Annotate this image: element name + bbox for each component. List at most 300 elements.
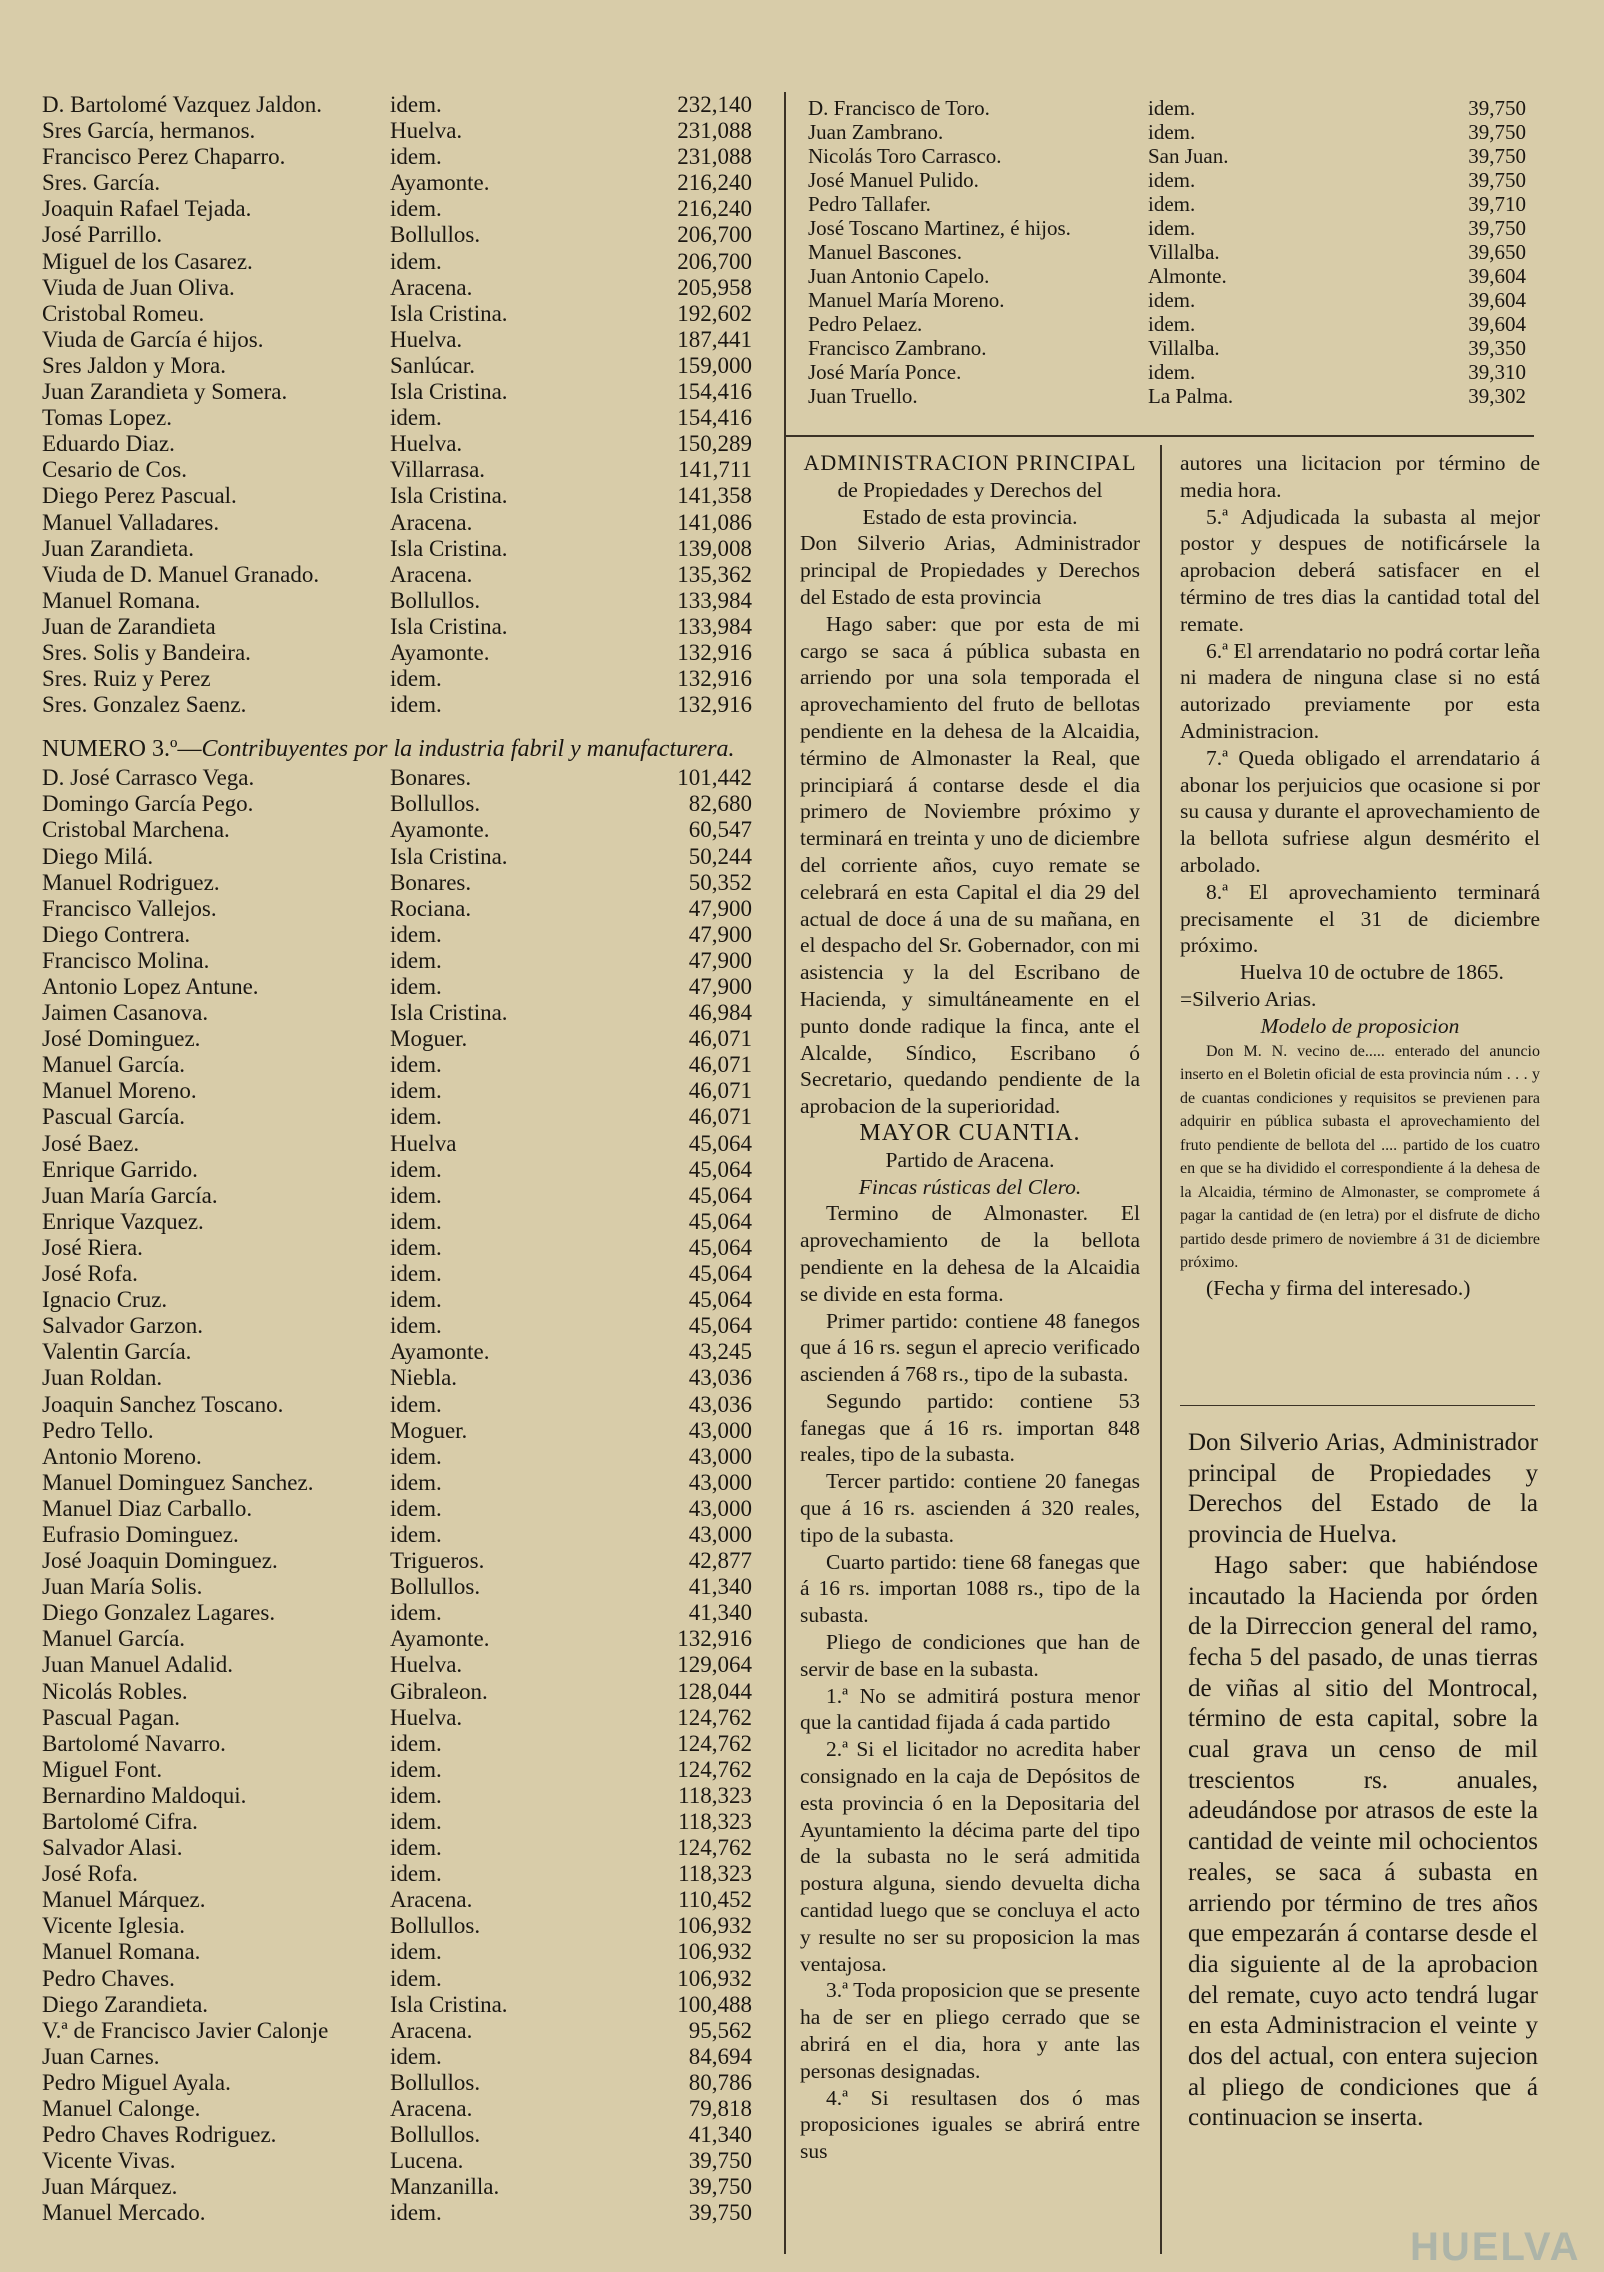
list-item	[808, 120, 1533, 144]
list-item	[42, 1809, 762, 1835]
list-item	[42, 1261, 762, 1287]
contributor-name: Cristobal Marchena.	[42, 817, 230, 843]
section-3-number: NUMERO 3.º—	[42, 736, 202, 763]
list-item	[42, 1966, 762, 1992]
contributor-place: Villarrasa.	[390, 457, 486, 483]
contributor-amount: 192,602	[677, 300, 752, 326]
partido-heading: Partido de Aracena.	[885, 1147, 1055, 1172]
condition: 5.ª Adjudicada la subasta al mejor postor y despues de notificársele la aprobacion deberá satisfacer en el término de tres dias la cantidad total del remate.	[1180, 504, 1540, 636]
contributor-name: Juan Truello.	[808, 384, 918, 408]
contributor-amount: 39,750	[1468, 216, 1526, 240]
contributor-name: Viuda de Juan Oliva.	[42, 274, 235, 300]
contributor-name: Diego Gonzalez Lagares.	[42, 1600, 276, 1626]
contributor-name: Manuel Dominguez Sanchez.	[42, 1469, 314, 1495]
contributor-amount: 124,762	[677, 1835, 752, 1861]
contributor-place: idem.	[390, 1313, 442, 1339]
list-item	[42, 196, 762, 222]
list-item	[808, 360, 1533, 384]
list-item	[42, 2148, 762, 2174]
contributor-amount: 43,036	[688, 1365, 752, 1391]
contributor-place: Villalba.	[1148, 336, 1220, 360]
contributor-name: Juan Zarandieta.	[42, 535, 194, 561]
contributor-amount: 39,350	[1468, 336, 1526, 360]
list-item	[42, 1287, 762, 1313]
contributor-place: idem.	[390, 144, 442, 170]
list-item	[42, 222, 762, 248]
contributor-place: idem.	[390, 1443, 442, 1469]
contributor-amount: 106,932	[677, 1939, 752, 1965]
list-item	[42, 974, 762, 1000]
contributor-name: Pedro Miguel Ayala.	[42, 2069, 231, 2095]
contributor-name: Manuel Moreno.	[42, 1078, 197, 1104]
notice-paragraph: Hago saber: que por esta de mi cargo se saca á pública subasta en arriendo por una sola temporada el aprovechamiento del fruto de bellotas pendiente en la dehesa de la Alcaidia, término de Almonaster la Real, que principiará á contarse desde el dia primero de Noviembre próximo y terminará en treinta y uno de diciembre del corriente años, cuyo remate se celebrará en esta Capital el dia 29 del actual de doce á una de su mañana, en el despacho del Sr. Gobernador, con mi asistencia y la del Escribano de Hacienda, y simultáneamente en el punto donde radique la finca, ante el Alcalde, Síndico, Escribano ó Secretario, quedando pendiente de la aprobacion de la superioridad.	[800, 611, 1140, 1119]
list-item	[808, 288, 1533, 312]
list-item	[42, 640, 762, 666]
notice-paragraph: Pliego de condiciones que han de servir de base en la subasta.	[800, 1630, 1140, 1681]
contributor-name: Pedro Pelaez.	[808, 312, 923, 336]
contributor-place: idem.	[390, 921, 442, 947]
contributor-place: idem.	[390, 1495, 442, 1521]
list-item	[808, 384, 1533, 408]
contributor-name: Juan Márquez.	[42, 2174, 178, 2200]
list-item	[42, 1757, 762, 1783]
contributor-name: Sres. García.	[42, 170, 161, 196]
contributor-place: idem.	[390, 974, 442, 999]
list-item	[42, 1104, 762, 1130]
contributor-name: Miguel Font.	[42, 1756, 163, 1782]
contributor-name: Manuel Valladares.	[42, 509, 220, 535]
contributor-name: Viuda de D. Manuel Granado.	[42, 561, 320, 587]
contributor-name: Juan de Zarandieta	[42, 613, 216, 639]
contributor-name: José Parrillo.	[42, 222, 163, 248]
contributor-place: idem.	[390, 1078, 442, 1104]
contributor-place: idem.	[390, 1835, 442, 1861]
contributor-amount: 231,088	[677, 118, 752, 144]
contributor-amount: 43,036	[688, 1391, 752, 1417]
contributor-amount: 46,071	[688, 1026, 752, 1052]
contributor-place: Isla Cristina.	[390, 535, 508, 561]
contributor-amount: 110,452	[678, 1887, 752, 1913]
contributor-name: Vicente Iglesia.	[42, 1913, 185, 1939]
contributors-list-left	[42, 92, 762, 2227]
contributor-amount: 39,604	[1468, 312, 1526, 336]
contributor-amount: 45,064	[688, 1261, 752, 1287]
condition: 8.ª El aprovechamiento terminará precisamente el 31 de diciembre próximo.	[1180, 879, 1540, 958]
list-item	[42, 666, 762, 692]
list-item	[42, 2070, 762, 2096]
contributor-amount: 39,750	[1468, 120, 1526, 144]
contributor-amount: 41,340	[688, 1600, 752, 1626]
contributor-name: V.ª de Francisco Javier Calonje	[42, 2017, 329, 2043]
auction-notice-continued	[1180, 450, 1540, 1301]
contributor-place: idem.	[390, 1104, 442, 1130]
contributor-amount: 79,818	[688, 2096, 752, 2122]
list-item	[42, 249, 762, 275]
contributor-amount: 82,680	[688, 791, 752, 817]
contributor-name: Bernardino Maldoqui.	[42, 1782, 247, 1808]
contributor-amount: 124,762	[677, 1704, 752, 1730]
contributor-name: Miguel de los Casarez.	[42, 248, 253, 274]
contributor-place: Sanlúcar.	[390, 352, 475, 378]
contributor-name: Manuel Rodriguez.	[42, 869, 220, 895]
list-item	[808, 312, 1533, 336]
contributor-place: idem.	[390, 692, 442, 718]
contributor-place: Almonte.	[1148, 264, 1227, 288]
list-item	[42, 1835, 762, 1861]
contributor-place: idem.	[390, 1287, 442, 1313]
contributor-amount: 187,441	[677, 326, 752, 352]
list-item	[42, 170, 762, 196]
contributor-name: Francisco Vallejos.	[42, 895, 217, 921]
contributor-name: Enrique Garrido.	[42, 1156, 198, 1182]
contributor-amount: 45,064	[688, 1313, 752, 1339]
contributor-name: Bartolomé Cifra.	[42, 1809, 198, 1834]
contributor-name: Juan Carnes.	[42, 2043, 160, 2069]
contributor-place: idem.	[390, 1469, 442, 1495]
condition: autores una licitacion por término de media hora.	[1180, 451, 1540, 502]
condition: 6.ª El arrendatario no podrá cortar leña ni madera de ninguna clase si no está autorizado previamente por esta Administracion.	[1180, 638, 1540, 743]
contributor-amount: 43,000	[688, 1495, 752, 1521]
column-divider	[784, 92, 786, 2254]
notice-paragraph: Termino de Almonaster. El aprovechamiento de la bellota pendiente en la dehesa de la Alcaidia se divide en esta forma.	[800, 1201, 1140, 1306]
contributor-name: José Dominguez.	[42, 1026, 201, 1052]
notice-paragraph: Primer partido: contiene 48 fanegos que á 16 rs. segun el aprecio verificado ascienden á 768 rs., tipo de la subasta.	[800, 1308, 1140, 1387]
contributor-amount: 47,900	[688, 921, 752, 947]
contributor-name: Antonio Moreno.	[42, 1443, 202, 1469]
contributor-place: Moguer.	[390, 1417, 468, 1443]
list-item	[42, 1522, 762, 1548]
contributor-place: idem.	[390, 248, 442, 274]
list-item	[42, 562, 762, 588]
contributor-amount: 39,710	[1468, 192, 1526, 216]
contributor-name: Pedro Tallafer.	[808, 192, 931, 216]
contributor-amount: 39,604	[1468, 288, 1526, 312]
model-signature-note: (Fecha y firma del interesado.)	[1206, 1275, 1471, 1300]
contributor-name: D. Bartolomé Vazquez Jaldon.	[42, 92, 322, 117]
contributor-amount: 133,984	[677, 613, 752, 639]
contributor-amount: 118,323	[678, 1861, 752, 1887]
contributor-place: idem.	[390, 1391, 442, 1417]
contributor-place: idem.	[1148, 360, 1196, 384]
contributor-name: José Rofa.	[42, 1861, 138, 1887]
contributor-place: idem.	[390, 1730, 442, 1756]
contributor-place: Aracena.	[390, 561, 473, 587]
contributors-group-top	[42, 92, 762, 718]
list-item	[42, 431, 762, 457]
contributor-name: Manuel Bascones.	[808, 240, 962, 264]
horizontal-divider	[786, 435, 1534, 437]
contributor-place: Bollullos.	[390, 1574, 481, 1600]
contributor-place: idem.	[1148, 120, 1196, 144]
contributor-name: Manuel Márquez.	[42, 1887, 206, 1913]
contributor-name: Manuel Calonge.	[42, 2096, 201, 2122]
contributor-place: idem.	[1148, 288, 1196, 312]
archive-stamp: HUELVA	[1410, 2225, 1581, 2269]
condition: 1.ª No se admitirá postura menor que la cantidad fijada á cada partido	[800, 1683, 1140, 1735]
contributor-place: La Palma.	[1148, 384, 1234, 408]
contributor-name: Antonio Lopez Antune.	[42, 974, 259, 999]
contributor-amount: 132,916	[677, 692, 752, 718]
contributor-amount: 39,604	[1468, 264, 1526, 288]
contributor-amount: 150,289	[677, 431, 752, 457]
contributor-name: Juan Antonio Capelo.	[808, 264, 990, 288]
contributor-place: Bollullos.	[390, 1913, 481, 1939]
list-item	[42, 1392, 762, 1418]
contributor-place: Isla Cristina.	[390, 300, 508, 326]
contributor-place: idem.	[390, 2043, 442, 2069]
contributor-place: Bollullos.	[390, 222, 481, 248]
contributor-name: Tomas Lopez.	[42, 405, 172, 431]
contributor-place: Isla Cristina.	[390, 1991, 508, 2017]
contributor-amount: 154,416	[677, 379, 752, 405]
condition: 3.ª Toda proposicion que se presente ha de ser en pliego cerrado que se abrirá en el dia, hora y ante las personas designadas.	[800, 1978, 1140, 2083]
contributor-name: Pascual García.	[42, 1104, 186, 1130]
contributor-amount: 39,750	[1468, 96, 1526, 120]
contributor-name: José Joaquin Dominguez.	[42, 1548, 278, 1574]
list-item	[42, 1913, 762, 1939]
contributor-amount: 39,750	[1468, 168, 1526, 192]
contributor-place: Niebla.	[390, 1365, 458, 1391]
section-3-title: Contribuyentes por la industria fabril y manufacturera.	[201, 736, 735, 763]
contributor-amount: 39,310	[1468, 360, 1526, 384]
contributor-name: Cesario de Cos.	[42, 457, 188, 483]
contributor-amount: 45,064	[688, 1287, 752, 1313]
contributor-amount: 135,362	[677, 561, 752, 587]
contributor-place: idem.	[390, 1156, 442, 1182]
contributor-amount: 216,240	[677, 196, 752, 222]
list-item	[42, 353, 762, 379]
contributor-amount: 47,900	[688, 947, 752, 973]
contributor-amount: 106,932	[677, 1965, 752, 1991]
notice-paragraph: Segundo partido: contiene 53 fanegas que á 16 rs. importan 848 reales, tipo de la subasta.	[800, 1388, 1140, 1467]
contributor-place: Bonares.	[390, 765, 472, 791]
contributor-name: Pedro Chaves Rodriguez.	[42, 2122, 277, 2148]
contributor-amount: 206,700	[677, 222, 752, 248]
contributor-place: idem.	[1148, 168, 1196, 192]
contributor-amount: 141,086	[677, 509, 752, 535]
column-divider	[1160, 445, 1162, 2254]
list-item	[808, 192, 1533, 216]
notice-intro: Don Silverio Arias, Administrador principal de Propiedades y Derechos del Estado de esta provincia	[800, 531, 1140, 609]
list-item	[42, 922, 762, 948]
list-item	[42, 2174, 762, 2200]
contributor-name: Vicente Vivas.	[42, 2148, 176, 2174]
contributor-name: Joaquin Rafael Tejada.	[42, 196, 252, 222]
model-text: Don M. N. vecino de..... enterado del anuncio inserto en el Boletin oficial de esta provincia núm . . . y de cuantas condiciones y requisitos se previenen para adquirir en pública subasta el aprovechamiento del fruto pendiente de bellota del .... partido de los cuatro en que se ha dividido el correspondiente á la dehesa de la Alcaidia, término de Almonaster, se compromete á pagar la cantidad de (en letra) por el disfrute de dicho partido desde primero de noviembre á 31 de diciembre próximo.	[1180, 1042, 1540, 1272]
contributor-name: Manuel Romana.	[42, 1939, 201, 1965]
contributor-amount: 232,140	[677, 92, 752, 117]
contributor-name: Pascual Pagan.	[42, 1704, 180, 1730]
contributor-name: Diego Milá.	[42, 843, 154, 869]
contributor-amount: 50,244	[688, 843, 752, 869]
contributor-place: Manzanilla.	[390, 2174, 500, 2200]
contributor-place: Isla Cristina.	[390, 483, 508, 509]
list-item	[42, 1600, 762, 1626]
contributor-amount: 133,984	[677, 587, 752, 613]
contributor-place: Isla Cristina.	[390, 613, 508, 639]
list-item	[42, 1418, 762, 1444]
contributor-place: Isla Cristina.	[390, 379, 508, 405]
contributor-amount: 47,900	[688, 974, 752, 999]
contributor-amount: 100,488	[677, 1991, 752, 2017]
contributor-place: Huelva.	[390, 1652, 463, 1678]
contributor-place: idem.	[390, 666, 442, 692]
contributor-name: José Riera.	[42, 1234, 143, 1260]
list-item	[42, 1992, 762, 2018]
contributor-name: Juan María García.	[42, 1182, 218, 1208]
list-item	[808, 264, 1533, 288]
contributor-place: idem.	[390, 1861, 442, 1887]
contributor-name: Diego Zarandieta.	[42, 1991, 209, 2017]
contributor-name: José Baez.	[42, 1130, 140, 1156]
contributor-place: Huelva.	[390, 431, 463, 457]
contributor-amount: 39,750	[688, 2148, 752, 2174]
notice-date: Huelva 10 de octubre de 1865.	[1240, 960, 1504, 985]
contributor-name: Eufrasio Dominguez.	[42, 1521, 239, 1547]
list-item	[42, 1496, 762, 1522]
contributor-name: Joaquin Sanchez Toscano.	[42, 1391, 284, 1417]
list-item	[42, 275, 762, 301]
contributor-name: D. José Carrasco Vega.	[42, 765, 255, 791]
contributor-amount: 231,088	[677, 144, 752, 170]
contributor-name: Eduardo Diaz.	[42, 431, 175, 457]
contributor-name: José Rofa.	[42, 1261, 138, 1287]
contributor-place: idem.	[390, 1052, 442, 1078]
contributor-place: Ayamonte.	[390, 1339, 490, 1365]
contributor-place: San Juan.	[1148, 144, 1229, 168]
contributor-amount: 45,064	[688, 1130, 752, 1156]
contributor-name: Manuel Mercado.	[42, 2200, 206, 2226]
contributor-amount: 41,340	[688, 2122, 752, 2148]
contributors-list-right	[808, 96, 1533, 408]
model-heading: Modelo de proposicion	[1260, 1013, 1460, 1038]
contributor-amount: 132,916	[677, 639, 752, 665]
contributor-amount: 132,916	[677, 666, 752, 692]
contributor-place: idem.	[390, 405, 442, 431]
list-item	[42, 896, 762, 922]
contributor-place: Isla Cristina.	[390, 843, 508, 869]
list-item	[42, 791, 762, 817]
contributor-amount: 43,000	[688, 1443, 752, 1469]
list-item	[42, 870, 762, 896]
list-item	[42, 1626, 762, 1652]
list-item	[42, 2018, 762, 2044]
contributor-amount: 139,008	[677, 535, 752, 561]
contributor-amount: 39,750	[688, 2200, 752, 2226]
contributor-amount: 128,044	[677, 1678, 752, 1704]
contributor-place: idem.	[390, 1600, 442, 1626]
list-item	[42, 1209, 762, 1235]
contributor-place: Ayamonte.	[390, 639, 490, 665]
contributor-amount: 118,323	[678, 1782, 752, 1808]
contributor-name: Pedro Chaves.	[42, 1965, 175, 1991]
list-item	[42, 1444, 762, 1470]
contributor-place: Aracena.	[390, 2017, 473, 2043]
contributor-place: Bollullos.	[390, 791, 481, 817]
list-item	[42, 948, 762, 974]
list-item	[808, 168, 1533, 192]
list-item	[42, 1026, 762, 1052]
contributor-amount: 124,762	[677, 1730, 752, 1756]
contributor-place: idem.	[390, 1809, 442, 1834]
contributor-amount: 50,352	[688, 869, 752, 895]
contributor-place: idem.	[1148, 216, 1196, 240]
contributor-name: Cristobal Romeu.	[42, 300, 205, 326]
list-item	[42, 2044, 762, 2070]
list-item	[42, 1000, 762, 1026]
notice-paragraph: Cuarto partido: tiene 68 fanegas que á 16 rs. importan 1088 rs., tipo de la subasta.	[800, 1549, 1140, 1628]
contributor-name: Manuel García.	[42, 1052, 186, 1078]
contributor-place: idem.	[390, 1965, 442, 1991]
contributor-amount: 46,984	[688, 1000, 752, 1026]
contributor-name: Sres García, hermanos.	[42, 118, 256, 144]
contributor-name: Pedro Tello.	[42, 1417, 154, 1443]
contributor-amount: 42,877	[688, 1548, 752, 1574]
contributor-amount: 216,240	[677, 170, 752, 196]
contributor-amount: 129,064	[677, 1652, 752, 1678]
contributor-name: Sres. Ruiz y Perez	[42, 666, 211, 692]
contributor-amount: 124,762	[677, 1756, 752, 1782]
contributor-amount: 43,000	[688, 1521, 752, 1547]
condition: 2.ª Si el licitador no acredita haber consignado en la caja de Depósitos de esta provincia ó en la Depositaria del Ayuntamiento la décima parte del tipo de la subasta no le será admitida postura alguna, siendo devuelta dicha cantidad luego que se concluya el acto y resulte no ser su proposicion la mas ventajosa.	[800, 1737, 1140, 1976]
contributor-amount: 45,064	[688, 1208, 752, 1234]
auction-notice	[800, 450, 1140, 2165]
list-item	[42, 817, 762, 843]
contributor-amount: 39,302	[1468, 384, 1526, 408]
contributor-amount: 118,323	[678, 1809, 752, 1834]
contributor-place: idem.	[390, 1782, 442, 1808]
contributor-name: Sres. Gonzalez Saenz.	[42, 692, 247, 718]
contributor-amount: 132,916	[677, 1626, 752, 1652]
contributor-amount: 47,900	[688, 895, 752, 921]
list-item	[42, 1574, 762, 1600]
contributor-amount: 39,650	[1468, 240, 1526, 264]
second-notice	[1188, 1428, 1538, 2134]
list-item	[808, 96, 1533, 120]
section-3-heading	[42, 736, 762, 763]
contributor-amount: 84,694	[688, 2043, 752, 2069]
list-item	[42, 536, 762, 562]
contributor-place: idem.	[390, 1756, 442, 1782]
contributor-place: Bonares.	[390, 869, 472, 895]
contributor-amount: 80,786	[688, 2069, 752, 2095]
condition: 4.ª Si resultasen dos ó mas proposiciones iguales se abrirá entre sus	[800, 2085, 1140, 2164]
list-item	[42, 1078, 762, 1104]
contributor-place: Bollullos.	[390, 587, 481, 613]
contributor-name: Juan Zarandieta y Somera.	[42, 379, 288, 405]
contributor-name: Francisco Perez Chaparro.	[42, 144, 286, 170]
list-item	[42, 1887, 762, 1913]
contributor-place: Villalba.	[1148, 240, 1220, 264]
contributor-place: idem.	[390, 1234, 442, 1260]
contributor-amount: 60,547	[688, 817, 752, 843]
contributor-amount: 39,750	[1468, 144, 1526, 168]
list-item	[42, 379, 762, 405]
contributor-place: Trigueros.	[390, 1548, 485, 1574]
contributor-place: Ayamonte.	[390, 170, 490, 196]
contributor-name: Juan Manuel Adalid.	[42, 1652, 233, 1678]
contributor-name: Manuel García.	[42, 1626, 186, 1652]
contributor-amount: 45,064	[688, 1156, 752, 1182]
contributor-name: Juan Roldan.	[42, 1365, 163, 1391]
contributor-name: Salvador Garzon.	[42, 1313, 203, 1339]
contributor-name: Manuel Romana.	[42, 587, 201, 613]
contributor-amount: 43,245	[688, 1339, 752, 1365]
contributor-amount: 95,562	[688, 2017, 752, 2043]
list-item	[42, 1365, 762, 1391]
list-item	[42, 1861, 762, 1887]
list-item	[42, 1783, 762, 1809]
